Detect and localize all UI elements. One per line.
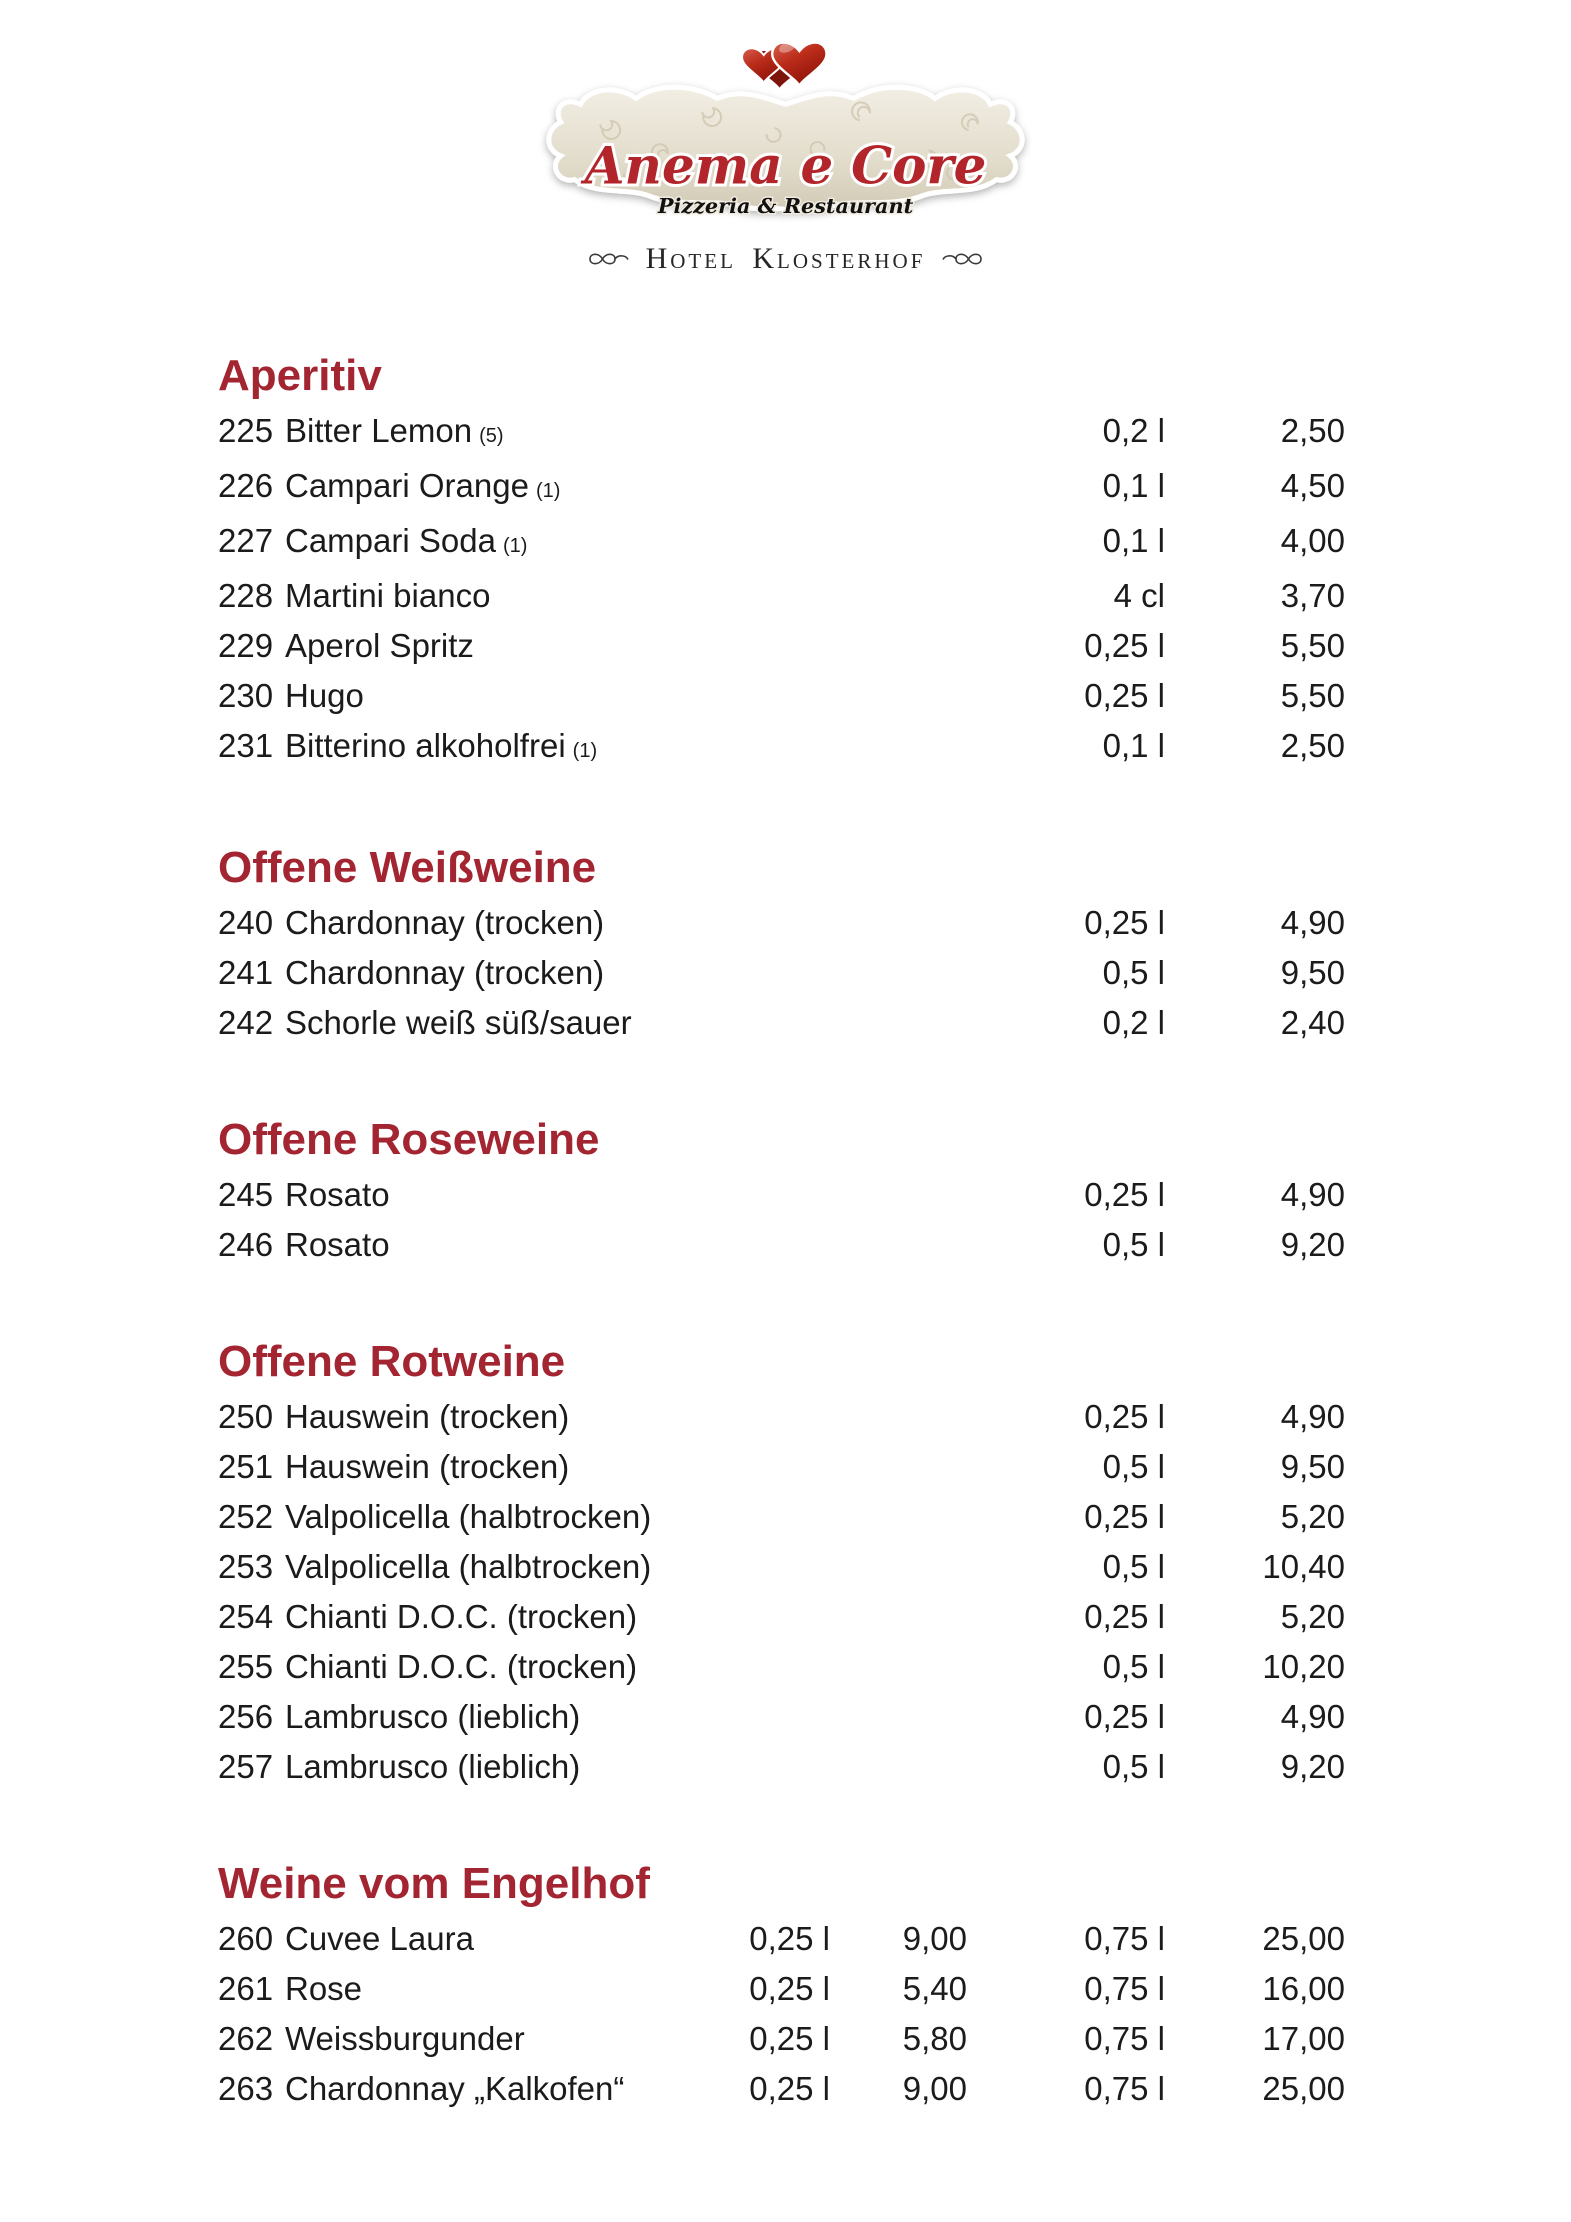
- item-name: Chardonnay (trocken): [285, 904, 605, 941]
- item-number: 251: [218, 1448, 274, 1485]
- item-name-wrap: [285, 621, 967, 671]
- item-volume: 0,5 l: [1102, 1648, 1165, 1685]
- menu-item-row: [218, 1914, 1345, 1964]
- item-volume: 0,25 l: [1084, 1498, 1165, 1535]
- item-volume-small: 0,25 l: [749, 2020, 830, 2057]
- menu-section: [218, 1860, 1345, 2114]
- item-number: 261: [218, 1970, 274, 2007]
- item-number: 262: [218, 2020, 274, 2057]
- item-price-small: 5,40: [902, 1970, 967, 2007]
- item-volume: 0,75 l: [1084, 1920, 1165, 1957]
- item-name-wrap: [285, 2014, 734, 2064]
- item-volume: 0,75 l: [1084, 2020, 1165, 2057]
- item-name-wrap: [285, 671, 967, 721]
- item-volume: 0,5 l: [1102, 1548, 1165, 1585]
- item-name: Chardonnay „Kalkofen“: [285, 2070, 625, 2107]
- item-volume: 0,25 l: [1084, 677, 1165, 714]
- item-name-wrap: [285, 1542, 967, 1592]
- item-name: Weissburgunder: [285, 2020, 525, 2057]
- menu-item-row: [218, 1742, 1345, 1792]
- item-price: 3,70: [1280, 577, 1345, 614]
- item-volume-small: 0,25 l: [749, 2070, 830, 2107]
- menu-item-row: [218, 2014, 1345, 2064]
- item-name-wrap: [285, 516, 967, 571]
- menu-item-row: [218, 1392, 1345, 1442]
- scroll-ornament-right-icon: [937, 248, 989, 270]
- item-volume: 0,5 l: [1102, 1748, 1165, 1785]
- item-price: 4,00: [1280, 522, 1345, 559]
- menu-item-row: [218, 721, 1345, 776]
- item-price: 4,90: [1280, 1176, 1345, 1213]
- menu-section: [218, 844, 1345, 1048]
- item-number: 241: [218, 954, 274, 991]
- menu-item-row: [218, 948, 1345, 998]
- item-number: 231: [218, 727, 274, 764]
- item-volume: 4 cl: [1113, 577, 1165, 614]
- item-volume: 0,5 l: [1102, 1226, 1165, 1263]
- item-volume: 0,25 l: [1084, 1598, 1165, 1635]
- item-name-wrap: [285, 1392, 967, 1442]
- menu-item-row: [218, 1642, 1345, 1692]
- item-name: Rose: [285, 1970, 363, 2007]
- item-name-wrap: [285, 1220, 967, 1270]
- item-name: Bitterino alkoholfrei: [285, 727, 566, 764]
- item-volume: 0,5 l: [1102, 1448, 1165, 1485]
- item-volume: 0,25 l: [1084, 627, 1165, 664]
- menu-item-row: [218, 2064, 1345, 2114]
- item-name: Chianti D.O.C. (trocken): [285, 1648, 638, 1685]
- item-price: 5,50: [1280, 677, 1345, 714]
- item-name: Chianti D.O.C. (trocken): [285, 1598, 638, 1635]
- item-price: 5,20: [1280, 1498, 1345, 1535]
- item-name-wrap: [285, 1592, 967, 1642]
- item-price-small: 9,00: [902, 1920, 967, 1957]
- menu-item-row: [218, 571, 1345, 621]
- item-number: 229: [218, 627, 274, 664]
- item-volume: 0,25 l: [1084, 1698, 1165, 1735]
- item-number: 225: [218, 412, 274, 449]
- section-rows: [218, 1170, 1345, 1270]
- item-name-wrap: [285, 1492, 967, 1542]
- item-price-small: 9,00: [902, 2070, 967, 2107]
- item-number: 256: [218, 1698, 274, 1735]
- scroll-ornament-left-icon: [582, 248, 634, 270]
- item-price: 2,50: [1280, 727, 1345, 764]
- item-name: Campari Soda: [285, 522, 496, 559]
- item-name-wrap: [285, 721, 967, 776]
- item-volume: 0,2 l: [1102, 1004, 1165, 1041]
- item-name-wrap: [285, 461, 967, 516]
- menu-item-row: [218, 671, 1345, 721]
- item-number: 253: [218, 1548, 274, 1585]
- restaurant-subtitle: Pizzeria & Restaurant: [657, 193, 914, 219]
- section-title: Weine vom Engelhof: [218, 1859, 650, 1908]
- item-price: 4,90: [1280, 1398, 1345, 1435]
- item-volume: 0,25 l: [1084, 1398, 1165, 1435]
- item-price: 25,00: [1262, 1920, 1345, 1957]
- item-number: 227: [218, 522, 274, 559]
- item-price: 10,20: [1262, 1648, 1345, 1685]
- item-name-wrap: [285, 1170, 967, 1220]
- item-name-wrap: [285, 1692, 967, 1742]
- item-volume: 0,75 l: [1084, 2070, 1165, 2107]
- item-price: 2,50: [1280, 412, 1345, 449]
- menu: [218, 352, 1345, 2114]
- item-name-wrap: [285, 571, 967, 621]
- menu-item-row: [218, 1442, 1345, 1492]
- item-name: Hauswein (trocken): [285, 1448, 570, 1485]
- item-name-wrap: [285, 406, 967, 461]
- item-price: 10,40: [1262, 1548, 1345, 1585]
- hotel-name: Hotel Klosterhof: [645, 242, 926, 275]
- item-name-wrap: [285, 1442, 967, 1492]
- section-rows: [218, 1392, 1345, 1792]
- item-price: 9,50: [1280, 1448, 1345, 1485]
- item-name-wrap: [285, 898, 967, 948]
- item-name-wrap: [285, 1964, 734, 2014]
- item-volume-small: 0,25 l: [749, 1970, 830, 2007]
- item-number: 255: [218, 1648, 274, 1685]
- menu-item-row: [218, 1220, 1345, 1270]
- hotel-name-line: [570, 242, 1002, 276]
- logo-block: [0, 38, 1571, 276]
- item-number: 250: [218, 1398, 274, 1435]
- item-name: Campari Orange: [285, 467, 529, 504]
- hearts-icon: [742, 39, 826, 91]
- item-name: Rosato: [285, 1176, 390, 1213]
- menu-item-row: [218, 898, 1345, 948]
- item-number: 257: [218, 1748, 274, 1785]
- item-volume: 0,25 l: [1084, 904, 1165, 941]
- item-price-small: 5,80: [902, 2020, 967, 2057]
- item-name: Aperol Spritz: [285, 627, 474, 664]
- item-number: 242: [218, 1004, 274, 1041]
- item-name: Cuvee Laura: [285, 1920, 474, 1957]
- item-price: 5,50: [1280, 627, 1345, 664]
- menu-section: [218, 1338, 1345, 1792]
- section-rows: [218, 406, 1345, 776]
- section-rows: [218, 1914, 1345, 2114]
- item-price: 16,00: [1262, 1970, 1345, 2007]
- section-title: Offene Roseweine: [218, 1115, 600, 1164]
- section-title: Aperitiv: [218, 351, 382, 400]
- item-volume: 0,2 l: [1102, 412, 1165, 449]
- menu-item-row: [218, 516, 1345, 571]
- item-additive-marker: (1): [572, 740, 598, 762]
- item-number: 245: [218, 1176, 274, 1213]
- menu-section: [218, 352, 1345, 776]
- item-number: 228: [218, 577, 274, 614]
- item-price: 9,20: [1280, 1226, 1345, 1263]
- item-name: Hauswein (trocken): [285, 1398, 570, 1435]
- item-volume: 0,5 l: [1102, 954, 1165, 991]
- item-price: 9,50: [1280, 954, 1345, 991]
- item-number: 240: [218, 904, 274, 941]
- item-number: 226: [218, 467, 274, 504]
- menu-section: [218, 1116, 1345, 1270]
- item-additive-marker: (1): [535, 480, 561, 502]
- menu-item-row: [218, 1964, 1345, 2014]
- restaurant-logo: [533, 38, 1038, 238]
- item-name-wrap: [285, 998, 967, 1048]
- item-name: Schorle weiß süß/sauer: [285, 1004, 632, 1041]
- item-number: 230: [218, 677, 274, 714]
- menu-item-row: [218, 1170, 1345, 1220]
- item-additive-marker: (1): [502, 535, 528, 557]
- item-volume: 0,75 l: [1084, 1970, 1165, 2007]
- item-volume: 0,1 l: [1102, 522, 1165, 559]
- item-price: 5,20: [1280, 1598, 1345, 1635]
- menu-item-row: [218, 1592, 1345, 1642]
- item-number: 246: [218, 1226, 274, 1263]
- item-name-wrap: [285, 948, 967, 998]
- item-number: 252: [218, 1498, 274, 1535]
- item-price: 4,90: [1280, 904, 1345, 941]
- item-price: 17,00: [1262, 2020, 1345, 2057]
- item-name: Martini bianco: [285, 577, 491, 614]
- item-name: Valpolicella (halbtrocken): [285, 1548, 652, 1585]
- item-name: Valpolicella (halbtrocken): [285, 1498, 652, 1535]
- item-additive-marker: (5): [479, 425, 504, 447]
- item-volume: 0,1 l: [1102, 727, 1165, 764]
- item-volume-small: 0,25 l: [749, 1920, 830, 1957]
- menu-item-row: [218, 621, 1345, 671]
- item-price: 2,40: [1280, 1004, 1345, 1041]
- item-name: Hugo: [285, 677, 364, 714]
- item-volume: 0,25 l: [1084, 1176, 1165, 1213]
- menu-item-row: [218, 998, 1345, 1048]
- item-price: 4,90: [1280, 1698, 1345, 1735]
- item-name-wrap: [285, 2064, 734, 2114]
- menu-item-row: [218, 461, 1345, 516]
- item-price: 9,20: [1280, 1748, 1345, 1785]
- item-volume: 0,1 l: [1102, 467, 1165, 504]
- item-name-wrap: [285, 1642, 967, 1692]
- item-name: Lambrusco (lieblich): [285, 1748, 581, 1785]
- section-title: Offene Rotweine: [218, 1337, 566, 1386]
- item-number: 254: [218, 1598, 274, 1635]
- menu-item-row: [218, 1692, 1345, 1742]
- item-name: Chardonnay (trocken): [285, 954, 605, 991]
- menu-item-row: [218, 1542, 1345, 1592]
- restaurant-name: Anema e Core: [584, 136, 987, 197]
- item-name-wrap: [285, 1914, 734, 1964]
- menu-item-row: [218, 406, 1345, 461]
- item-name-wrap: [285, 1742, 967, 1792]
- section-rows: [218, 898, 1345, 1048]
- item-name: Lambrusco (lieblich): [285, 1698, 581, 1735]
- section-title: Offene Weißweine: [218, 843, 597, 892]
- item-name: Bitter Lemon: [285, 412, 473, 449]
- item-price: 25,00: [1262, 2070, 1345, 2107]
- item-number: 263: [218, 2070, 274, 2107]
- item-name: Rosato: [285, 1226, 390, 1263]
- item-number: 260: [218, 1920, 274, 1957]
- menu-item-row: [218, 1492, 1345, 1542]
- item-price: 4,50: [1280, 467, 1345, 504]
